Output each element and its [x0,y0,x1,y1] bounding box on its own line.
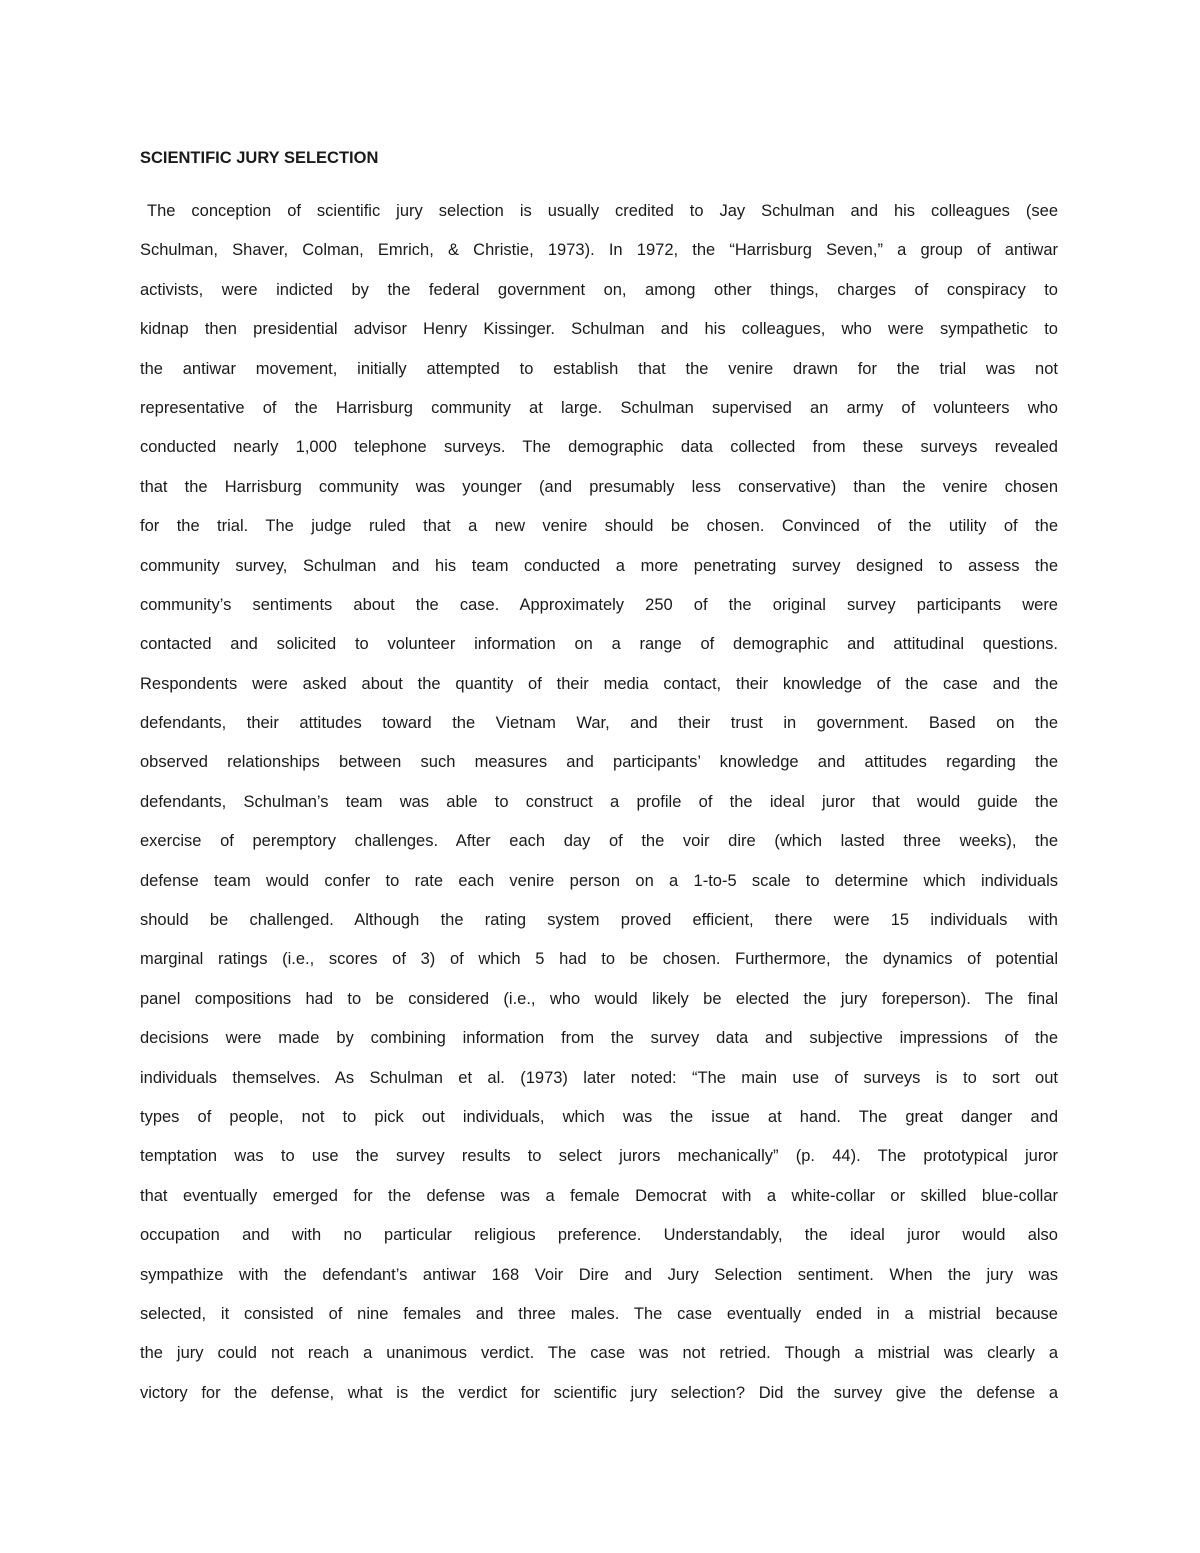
text-line [140,593,1058,632]
text-line-content: representative of the Harrisburg community at large. Schulman supervised an army of volunteers who [140,398,1058,417]
text-line-content: defense team would confer to rate each venire person on a 1-to-5 scale to determine which individuals [140,871,1058,890]
text-line [140,199,1058,238]
text-line-content: that eventually emerged for the defense was a female Democrat with a white-collar or skilled blue-collar [140,1186,1058,1205]
text-line-content: temptation was to use the survey results to select jurors mechanically” (p. 44). The prototypical juror [140,1147,1058,1166]
text-line-content: selected, it consisted of nine females and three males. The case eventually ended in a mistrial because [140,1304,1058,1323]
text-line [140,278,1058,317]
text-line [140,1066,1058,1105]
text-line-content: that the Harrisburg community was younger (and presumably less conservative) than the venire chosen [140,477,1058,496]
text-line-content: should be challenged. Although the rating system proved efficient, there were 15 individuals with [140,911,1058,930]
text-line-content: Schulman, Shaver, Colman, Emrich, & Christie, 1973). In 1972, the “Harrisburg Seven,” a group of antiwar [140,241,1058,260]
text-line-content: the jury could not reach a unanimous verdict. The case was not retried. Though a mistrial was clearly a [140,1344,1058,1363]
text-line-content: community survey, Schulman and his team conducted a more penetrating survey designed to assess the [140,556,1058,575]
text-line [140,514,1058,553]
text-line [140,238,1058,277]
text-line-content: observed relationships between such measures and participants’ knowledge and attitudes regarding the [140,753,1058,772]
text-line [140,790,1058,829]
document-title: SCIENTIFIC JURY SELECTION [140,149,379,167]
text-line [140,869,1058,908]
text-line [140,1302,1058,1341]
text-line [140,1026,1058,1065]
text-line [140,357,1058,396]
text-line [140,987,1058,1026]
text-line-content: occupation and with no particular religious preference. Understandably, the ideal juror would also [140,1226,1058,1245]
text-line-content: contacted and solicited to volunteer information on a range of demographic and attitudinal questions. [140,635,1058,654]
text-line-content: for the trial. The judge ruled that a new venire should be chosen. Convinced of the utility of the [140,517,1058,536]
body-text [140,199,1058,1420]
text-line-content: decisions were made by combining information from the survey data and subjective impressions of the [140,1029,1058,1048]
text-line [140,435,1058,474]
text-line [140,475,1058,514]
text-line-content: kidnap then presidential advisor Henry Kissinger. Schulman and his colleagues, who were sympathetic to [140,320,1058,339]
text-line [140,1381,1058,1420]
text-line [140,1341,1058,1380]
text-line-content: panel compositions had to be considered (i.e., who would likely be elected the jury foreperson). The final [140,989,1058,1008]
text-line-content: the antiwar movement, initially attempted to establish that the venire drawn for the trial was not [140,359,1058,378]
text-line-content: community’s sentiments about the case. Approximately 250 of the original survey participants were [140,595,1058,614]
text-line-content: Respondents were asked about the quantity of their media contact, their knowledge of the case and the [140,674,1058,693]
text-line [140,947,1058,986]
text-line-content: defendants, Schulman’s team was able to construct a profile of the ideal juror that would guide the [140,792,1058,811]
text-line [140,632,1058,671]
text-line [140,672,1058,711]
text-line [140,750,1058,789]
text-line-content: exercise of peremptory challenges. After each day of the voir dire (which lasted three weeks), the [140,832,1058,851]
text-line-content: individuals themselves. As Schulman et al. (1973) later noted: “The main use of surveys is to sort out [140,1068,1058,1087]
text-line [140,396,1058,435]
text-line-content: activists, were indicted by the federal government on, among other things, charges of conspiracy to [140,280,1058,299]
text-line [140,1144,1058,1183]
text-line [140,1223,1058,1262]
text-line [140,1263,1058,1302]
text-line-content: marginal ratings (i.e., scores of 3) of which 5 had to be chosen. Furthermore, the dynamics of potential [140,950,1058,969]
text-line [140,829,1058,868]
text-line-content: defendants, their attitudes toward the Vietnam War, and their trust in government. Based on the [140,714,1058,733]
text-line-content: victory for the defense, what is the verdict for scientific jury selection? Did the survey give the defense a [140,1383,1058,1402]
text-line [140,908,1058,947]
text-line [140,1105,1058,1144]
text-line-content: sympathize with the defendant’s antiwar 168 Voir Dire and Jury Selection sentiment. When the jury was [140,1265,1058,1284]
text-line-content: The conception of scientific jury selection is usually credited to Jay Schulman and his colleagues (see [147,202,1058,220]
text-line-content: conducted nearly 1,000 telephone surveys. The demographic data collected from these surveys revealed [140,438,1058,457]
text-line [140,317,1058,356]
text-line [140,1184,1058,1223]
text-line [140,554,1058,593]
text-line [140,711,1058,750]
text-line-content: types of people, not to pick out individuals, which was the issue at hand. The great danger and [140,1107,1058,1126]
